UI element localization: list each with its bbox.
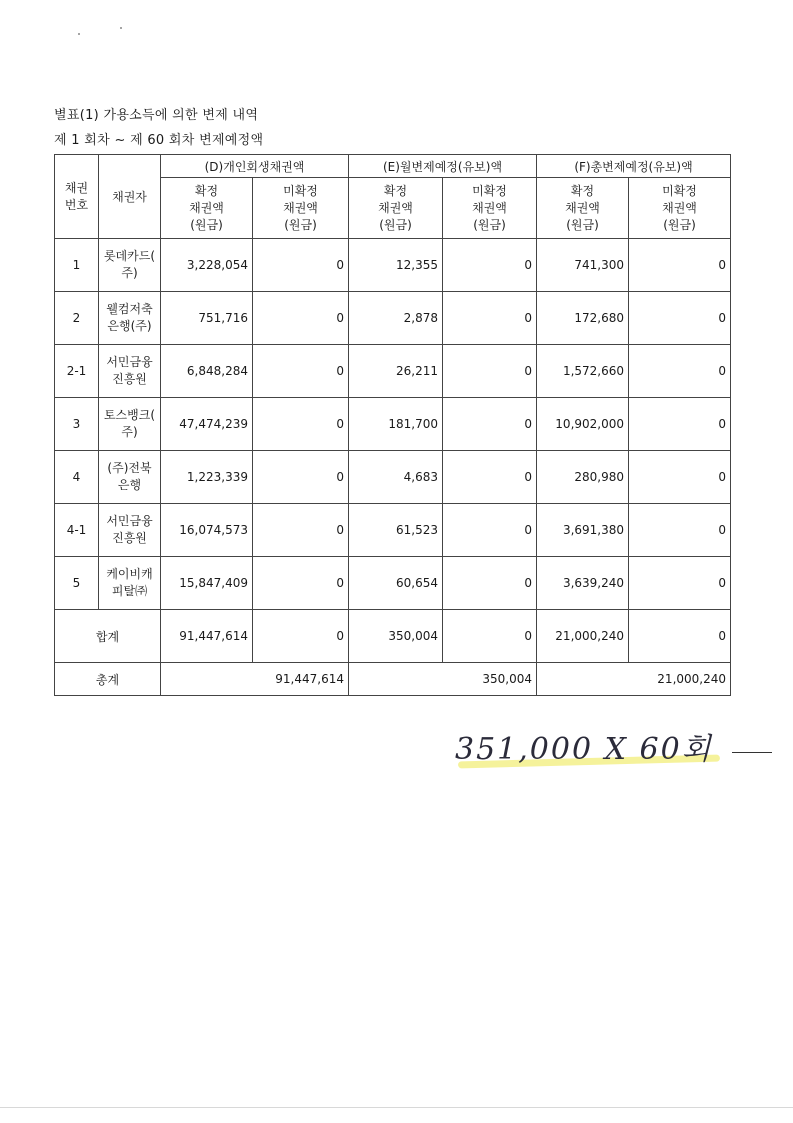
- document-title: 별표(1) 가용소득에 의한 변제 내역: [54, 108, 259, 123]
- header-group-e: (E)월변제예정(유보)액: [349, 155, 537, 178]
- header-d-unconfirmed: 미확정 채권액 (원금): [253, 178, 349, 239]
- scan-speck: [78, 33, 80, 35]
- sum-e-confirmed: 350,004: [349, 610, 443, 663]
- row-no: 1: [55, 239, 99, 292]
- header-group-d: (D)개인회생채권액: [161, 155, 349, 178]
- handwritten-dash: [732, 752, 772, 753]
- total-e: 350,004: [349, 663, 537, 696]
- table-row: [55, 504, 731, 557]
- header-e-unconfirmed: 미확정 채권액 (원금): [443, 178, 537, 239]
- row-d-unconfirmed: 0: [253, 398, 349, 451]
- header-f-unconfirmed: 미확정 채권액 (원금): [629, 178, 731, 239]
- row-e-unconfirmed: 0: [443, 345, 537, 398]
- row-no: 4-1: [55, 504, 99, 557]
- row-no: 4: [55, 451, 99, 504]
- row-f-confirmed: 10,902,000: [537, 398, 629, 451]
- header-d-confirmed: 확정 채권액 (원금): [161, 178, 253, 239]
- row-d-confirmed: 751,716: [161, 292, 253, 345]
- row-d-confirmed: 1,223,339: [161, 451, 253, 504]
- row-creditor: 서민금융 진흥원: [99, 504, 161, 557]
- repayment-table: [54, 154, 731, 696]
- row-e-confirmed: 26,211: [349, 345, 443, 398]
- row-d-confirmed: 15,847,409: [161, 557, 253, 610]
- total-d: 91,447,614: [161, 663, 349, 696]
- total-f: 21,000,240: [537, 663, 731, 696]
- row-e-unconfirmed: 0: [443, 504, 537, 557]
- row-e-confirmed: 2,878: [349, 292, 443, 345]
- header-e-confirmed: 확정 채권액 (원금): [349, 178, 443, 239]
- sum-d-confirmed: 91,447,614: [161, 610, 253, 663]
- row-f-unconfirmed: 0: [629, 398, 731, 451]
- table-row: [55, 451, 731, 504]
- row-creditor: 웰컴저축 은행(주): [99, 292, 161, 345]
- row-d-unconfirmed: 0: [253, 292, 349, 345]
- row-e-confirmed: 4,683: [349, 451, 443, 504]
- sum-e-unconfirmed: 0: [443, 610, 537, 663]
- row-f-confirmed: 741,300: [537, 239, 629, 292]
- row-f-unconfirmed: 0: [629, 292, 731, 345]
- sum-d-unconfirmed: 0: [253, 610, 349, 663]
- table-row: [55, 345, 731, 398]
- row-e-unconfirmed: 0: [443, 451, 537, 504]
- row-f-confirmed: 3,691,380: [537, 504, 629, 557]
- row-no: 2-1: [55, 345, 99, 398]
- row-no: 3: [55, 398, 99, 451]
- sum-f-unconfirmed: 0: [629, 610, 731, 663]
- row-creditor: 롯데카드( 주): [99, 239, 161, 292]
- row-e-unconfirmed: 0: [443, 292, 537, 345]
- table-row: [55, 292, 731, 345]
- row-f-unconfirmed: 0: [629, 345, 731, 398]
- header-creditor: 채권자: [99, 155, 161, 239]
- row-d-unconfirmed: 0: [253, 345, 349, 398]
- row-f-unconfirmed: 0: [629, 557, 731, 610]
- row-e-confirmed: 12,355: [349, 239, 443, 292]
- row-e-confirmed: 61,523: [349, 504, 443, 557]
- row-d-confirmed: 3,228,054: [161, 239, 253, 292]
- table-row: [55, 557, 731, 610]
- row-f-unconfirmed: 0: [629, 504, 731, 557]
- row-creditor: (주)전북 은행: [99, 451, 161, 504]
- row-d-unconfirmed: 0: [253, 451, 349, 504]
- row-f-unconfirmed: 0: [629, 239, 731, 292]
- table-row: [55, 398, 731, 451]
- row-d-confirmed: 16,074,573: [161, 504, 253, 557]
- row-creditor: 토스뱅크( 주): [99, 398, 161, 451]
- document-subtitle: 제 1 회차 ~ 제 60 회차 변제예정액: [54, 133, 264, 148]
- row-d-confirmed: 6,848,284: [161, 345, 253, 398]
- row-creditor: 케이비캐 피탈㈜: [99, 557, 161, 610]
- row-d-unconfirmed: 0: [253, 557, 349, 610]
- row-f-confirmed: 172,680: [537, 292, 629, 345]
- row-e-unconfirmed: 0: [443, 239, 537, 292]
- header-f-confirmed: 확정 채권액 (원금): [537, 178, 629, 239]
- total-label: 총계: [55, 663, 161, 696]
- sum-label: 합계: [55, 610, 161, 663]
- row-f-confirmed: 1,572,660: [537, 345, 629, 398]
- row-e-confirmed: 181,700: [349, 398, 443, 451]
- row-no: 5: [55, 557, 99, 610]
- header-creditor-no: 채권 번호: [55, 155, 99, 239]
- row-f-confirmed: 280,980: [537, 451, 629, 504]
- header-group-f: (F)총변제예정(유보)액: [537, 155, 731, 178]
- row-d-confirmed: 47,474,239: [161, 398, 253, 451]
- handwritten-note: 351,000 X 60회: [455, 732, 713, 767]
- row-d-unconfirmed: 0: [253, 504, 349, 557]
- row-e-confirmed: 60,654: [349, 557, 443, 610]
- table-row: [55, 239, 731, 292]
- row-f-unconfirmed: 0: [629, 451, 731, 504]
- row-d-unconfirmed: 0: [253, 239, 349, 292]
- row-e-unconfirmed: 0: [443, 398, 537, 451]
- scan-speck: [120, 27, 122, 29]
- scan-bottom-edge: [0, 1107, 793, 1108]
- row-creditor: 서민금융 진흥원: [99, 345, 161, 398]
- row-e-unconfirmed: 0: [443, 557, 537, 610]
- sum-f-confirmed: 21,000,240: [537, 610, 629, 663]
- row-no: 2: [55, 292, 99, 345]
- row-f-confirmed: 3,639,240: [537, 557, 629, 610]
